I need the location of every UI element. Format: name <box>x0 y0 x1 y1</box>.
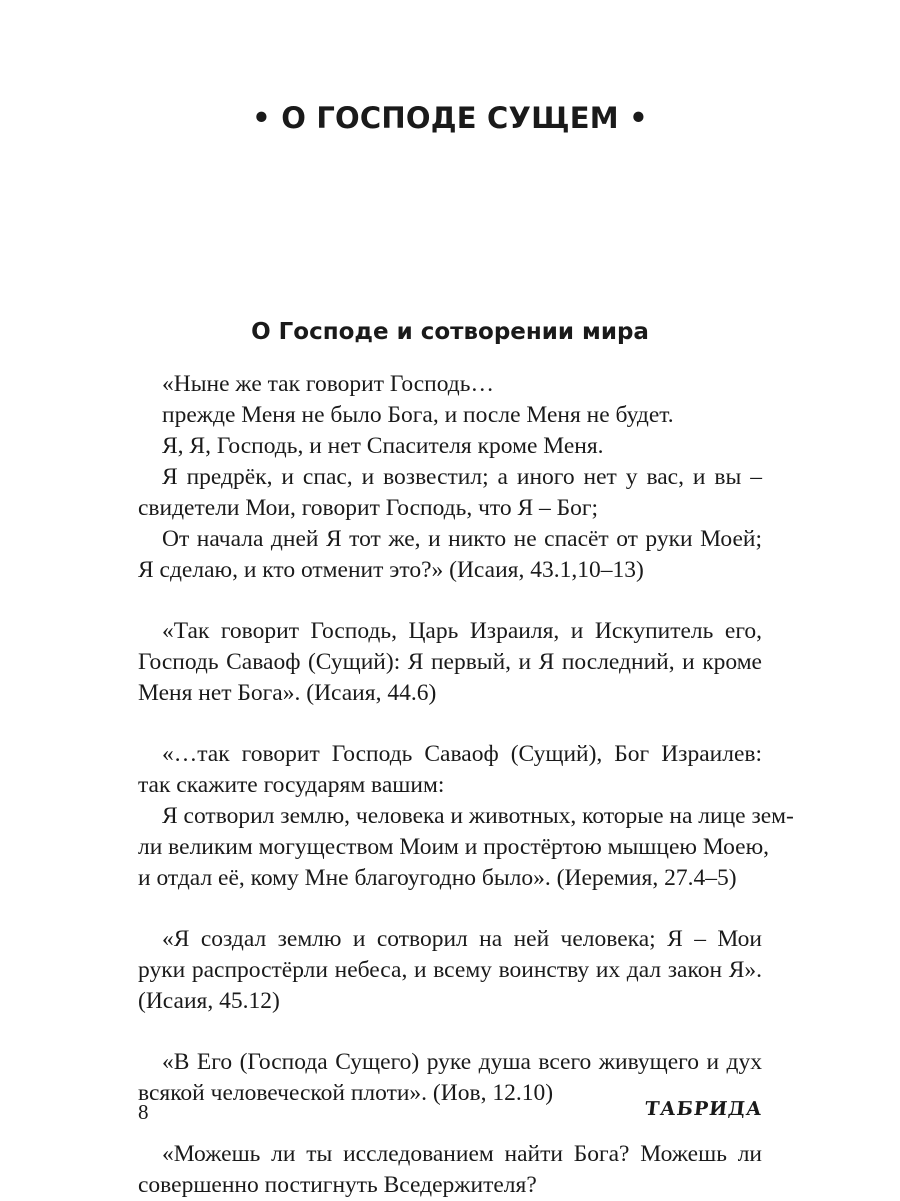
text-line: свидетели Мои, говорит Господь, что Я – Бог; <box>138 495 599 521</box>
paragraph-gap <box>138 894 762 924</box>
paragraph-gap <box>138 1017 762 1047</box>
text-line: так скажите государям вашим: <box>138 772 445 798</box>
text-line: Господь Саваоф (Сущий): Я первый, и Я последний, и кроме <box>138 649 762 675</box>
text-line: Я, Я, Господь, и нет Спасителя кроме Меня. <box>162 433 604 459</box>
paragraph-gap <box>138 586 762 616</box>
paragraph-1 <box>138 369 762 586</box>
text-line: Меня нет Бога». (Исаия, 44.6) <box>138 680 437 706</box>
text-line: «В Его (Господа Сущего) руке душа всего живущего и дух <box>162 1049 762 1075</box>
text-line: «…так говорит Господь Саваоф (Сущий), Бог Израилев: <box>162 741 762 767</box>
text-line: «Ныне же так говорит Господь… <box>162 371 494 397</box>
text-line: Я сделаю, и кто отменит это?» (Исаия, 43.1,10–13) <box>138 557 644 583</box>
text-line: Я предрёк, и спас, и возвестил; а иного нет у вас, и вы – <box>162 464 762 490</box>
paragraph-2 <box>138 616 762 709</box>
text-line: руки распростёрли небеса, и всему воинству их дал закон Я». <box>138 957 762 983</box>
text-line: прежде Меня не было Бога, и после Меня не будет. <box>162 402 674 428</box>
text-line: «Я создал землю и сотворил на ней человека; Я – Мои <box>162 926 762 952</box>
paragraph-gap <box>138 709 762 739</box>
text-line: «Так говорит Господь, Царь Израиля, и Искупитель его, <box>162 618 762 644</box>
paragraph-3 <box>138 739 794 894</box>
section-title: О Господе и сотворении мира <box>251 319 649 345</box>
text-line: всякой человеческой плоти». (Иов, 12.10) <box>138 1080 554 1106</box>
paragraph-4 <box>138 924 762 1017</box>
text-line: От начала дней Я тот же, и никто не спасёт от руки Моей; <box>162 526 762 552</box>
page-number: 8 <box>138 1100 149 1124</box>
chapter-title: • О ГОСПОДЕ СУЩЕМ • <box>252 101 648 135</box>
text-line: совершенно постигнуть Вседержителя? <box>138 1172 537 1198</box>
text-line: и отдал её, кому Мне благоугодно было». (Иеремия, 27.4–5) <box>138 865 737 891</box>
body-text <box>138 369 794 1201</box>
publisher-logo: ТАБРИДА <box>643 1098 764 1120</box>
paragraph-6 <box>138 1139 762 1201</box>
text-line: Я сотворил землю, человека и животных, которые на лице зем- <box>162 803 794 829</box>
text-line: «Можешь ли ты исследованием найти Бога? Можешь ли <box>162 1141 762 1167</box>
text-line: (Исаия, 45.12) <box>138 988 280 1014</box>
text-line: ли великим могуществом Моим и простёртою мышцею Моею, <box>138 834 770 860</box>
